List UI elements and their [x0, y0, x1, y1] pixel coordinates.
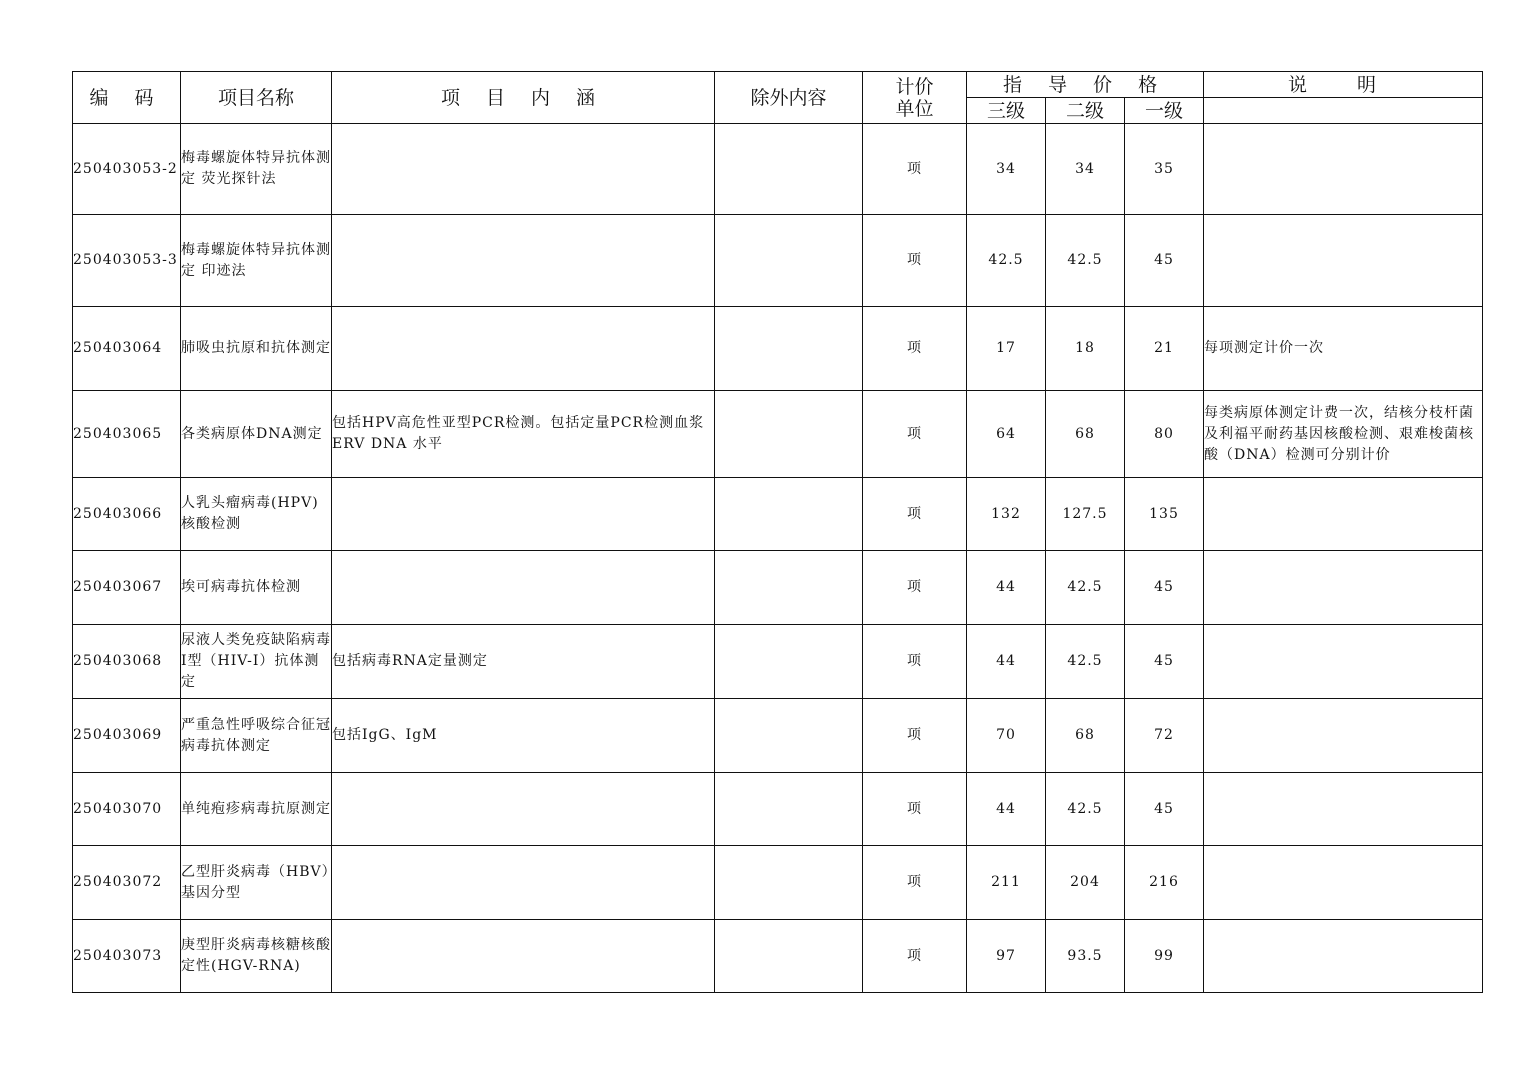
header-unit: 计价单位 — [863, 72, 967, 124]
cell-price-level1: 35 — [1125, 124, 1204, 215]
cell-exclusions — [715, 478, 863, 551]
cell-scope — [332, 215, 715, 307]
cell-price-level2: 42.5 — [1046, 773, 1125, 846]
cell-note — [1204, 699, 1483, 773]
cell-note — [1204, 478, 1483, 551]
header-exclusions: 除外内容 — [715, 72, 863, 124]
cell-scope — [332, 124, 715, 215]
cell-price-level3: 44 — [967, 625, 1046, 699]
cell-price-level3: 17 — [967, 307, 1046, 391]
cell-unit: 项 — [863, 846, 967, 920]
cell-code: 250403072 — [73, 846, 181, 920]
cell-name: 埃可病毒抗体检测 — [181, 551, 332, 625]
cell-price-level2: 204 — [1046, 846, 1125, 920]
cell-unit: 项 — [863, 551, 967, 625]
table-row — [73, 307, 1483, 391]
table-row — [73, 391, 1483, 478]
cell-name: 尿液人类免疫缺陷病毒I型（HIV-I）抗体测定 — [181, 625, 332, 699]
table-row — [73, 846, 1483, 920]
cell-note — [1204, 124, 1483, 215]
cell-name: 肺吸虫抗原和抗体测定 — [181, 307, 332, 391]
cell-scope — [332, 478, 715, 551]
cell-price-level3: 42.5 — [967, 215, 1046, 307]
table-row — [73, 551, 1483, 625]
table-row — [73, 699, 1483, 773]
table-body — [73, 124, 1483, 993]
cell-code: 250403070 — [73, 773, 181, 846]
cell-price-level3: 132 — [967, 478, 1046, 551]
cell-price-level3: 211 — [967, 846, 1046, 920]
header-level3: 三级 — [967, 98, 1046, 124]
cell-price-level1: 45 — [1125, 551, 1204, 625]
cell-exclusions — [715, 699, 863, 773]
cell-name: 人乳头瘤病毒(HPV)核酸检测 — [181, 478, 332, 551]
cell-code: 250403053-2 — [73, 124, 181, 215]
table-row — [73, 215, 1483, 307]
cell-exclusions — [715, 920, 863, 993]
cell-unit: 项 — [863, 478, 967, 551]
cell-price-level2: 68 — [1046, 699, 1125, 773]
header-level1: 一级 — [1125, 98, 1204, 124]
cell-price-level3: 34 — [967, 124, 1046, 215]
cell-scope — [332, 307, 715, 391]
cell-note — [1204, 215, 1483, 307]
cell-price-level3: 44 — [967, 551, 1046, 625]
cell-price-level3: 97 — [967, 920, 1046, 993]
cell-note: 每类病原体测定计费一次，结核分枝杆菌及利福平耐药基因核酸检测、艰难梭菌核酸（DNA）检测可分别计价 — [1204, 391, 1483, 478]
table-row — [73, 478, 1483, 551]
cell-exclusions — [715, 307, 863, 391]
cell-price-level1: 45 — [1125, 773, 1204, 846]
header-scope: 项 目 内 涵 — [332, 72, 715, 124]
cell-name: 严重急性呼吸综合征冠病毒抗体测定 — [181, 699, 332, 773]
cell-price-level2: 42.5 — [1046, 551, 1125, 625]
cell-price-level2: 68 — [1046, 391, 1125, 478]
cell-scope — [332, 846, 715, 920]
table-row — [73, 625, 1483, 699]
cell-note: 每项测定计价一次 — [1204, 307, 1483, 391]
cell-unit: 项 — [863, 124, 967, 215]
header-name: 项目名称 — [181, 72, 332, 124]
cell-name: 单纯疱疹病毒抗原测定 — [181, 773, 332, 846]
cell-unit: 项 — [863, 307, 967, 391]
cell-unit: 项 — [863, 699, 967, 773]
cell-exclusions — [715, 846, 863, 920]
header-price-group: 指 导 价 格 — [967, 72, 1204, 98]
cell-exclusions — [715, 215, 863, 307]
cell-unit: 项 — [863, 625, 967, 699]
cell-price-level2: 42.5 — [1046, 625, 1125, 699]
cell-code: 250403068 — [73, 625, 181, 699]
cell-price-level1: 99 — [1125, 920, 1204, 993]
cell-name: 梅毒螺旋体特异抗体测定 印迹法 — [181, 215, 332, 307]
cell-price-level2: 93.5 — [1046, 920, 1125, 993]
cell-scope — [332, 920, 715, 993]
cell-note — [1204, 551, 1483, 625]
cell-price-level3: 44 — [967, 773, 1046, 846]
cell-note — [1204, 846, 1483, 920]
header-code: 编 码 — [73, 72, 181, 124]
cell-price-level1: 45 — [1125, 215, 1204, 307]
cell-price-level2: 34 — [1046, 124, 1125, 215]
cell-unit: 项 — [863, 773, 967, 846]
cell-code: 250403066 — [73, 478, 181, 551]
cell-price-level3: 64 — [967, 391, 1046, 478]
cell-exclusions — [715, 773, 863, 846]
table-row — [73, 124, 1483, 215]
cell-code: 250403053-3 — [73, 215, 181, 307]
cell-exclusions — [715, 551, 863, 625]
cell-unit: 项 — [863, 391, 967, 478]
table-row — [73, 920, 1483, 993]
cell-price-level2: 42.5 — [1046, 215, 1125, 307]
cell-price-level1: 72 — [1125, 699, 1204, 773]
cell-price-level1: 45 — [1125, 625, 1204, 699]
cell-scope — [332, 551, 715, 625]
header-level2: 二级 — [1046, 98, 1125, 124]
cell-code: 250403069 — [73, 699, 181, 773]
cell-scope: 包括HPV高危性亚型PCR检测。包括定量PCR检测血浆ERV DNA 水平 — [332, 391, 715, 478]
cell-code: 250403073 — [73, 920, 181, 993]
cell-code: 250403067 — [73, 551, 181, 625]
cell-note — [1204, 920, 1483, 993]
cell-code: 250403065 — [73, 391, 181, 478]
cell-price-level3: 70 — [967, 699, 1046, 773]
cell-price-level2: 127.5 — [1046, 478, 1125, 551]
cell-exclusions — [715, 124, 863, 215]
cell-price-level1: 216 — [1125, 846, 1204, 920]
cell-exclusions — [715, 391, 863, 478]
cell-unit: 项 — [863, 920, 967, 993]
cell-code: 250403064 — [73, 307, 181, 391]
cell-price-level2: 18 — [1046, 307, 1125, 391]
cell-price-level1: 135 — [1125, 478, 1204, 551]
cell-name: 各类病原体DNA测定 — [181, 391, 332, 478]
header-notes: 说 明 — [1204, 72, 1483, 98]
cell-exclusions — [715, 625, 863, 699]
cell-note — [1204, 773, 1483, 846]
cell-unit: 项 — [863, 215, 967, 307]
cell-scope — [332, 773, 715, 846]
cell-price-level1: 21 — [1125, 307, 1204, 391]
cell-name: 乙型肝炎病毒（HBV）基因分型 — [181, 846, 332, 920]
cell-scope: 包括病毒RNA定量测定 — [332, 625, 715, 699]
table-header — [73, 72, 1483, 124]
price-table — [72, 71, 1483, 993]
cell-price-level1: 80 — [1125, 391, 1204, 478]
cell-scope: 包括IgG、IgM — [332, 699, 715, 773]
cell-note — [1204, 625, 1483, 699]
cell-name: 庚型肝炎病毒核糖核酸定性(HGV-RNA) — [181, 920, 332, 993]
header-notes-sub — [1204, 98, 1483, 124]
cell-name: 梅毒螺旋体特异抗体测定 荧光探针法 — [181, 124, 332, 215]
table-row — [73, 773, 1483, 846]
